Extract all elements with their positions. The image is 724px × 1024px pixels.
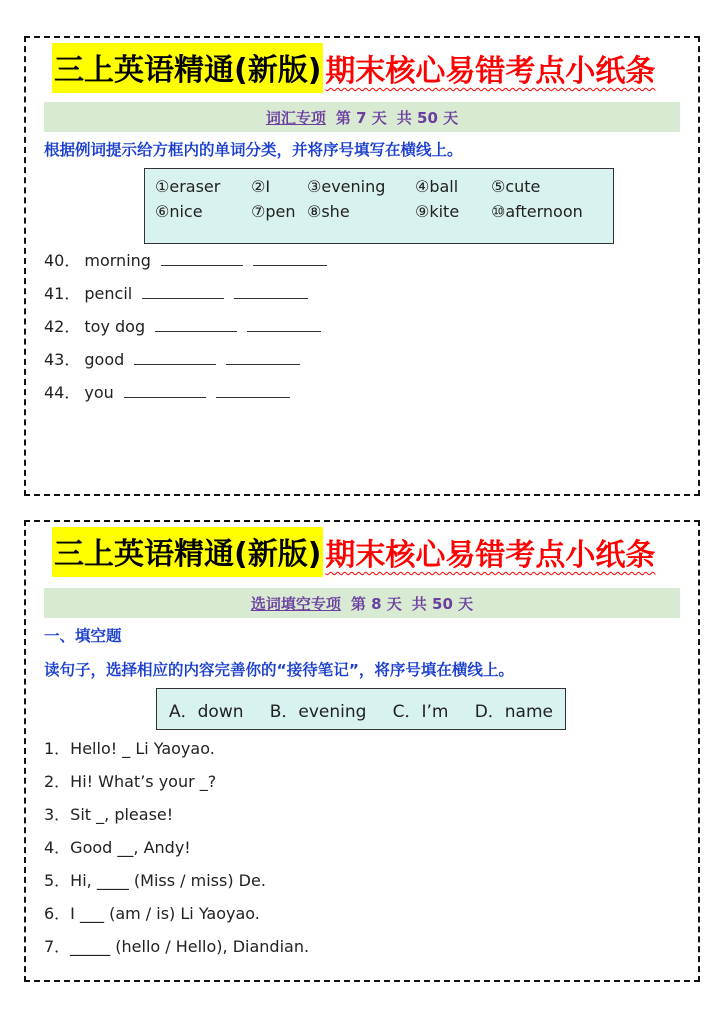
- question-number: 42．: [44, 317, 81, 336]
- band-topic: 词汇专项: [265, 108, 326, 127]
- option-item: A．down: [169, 701, 244, 722]
- question-word: pencil: [84, 284, 133, 303]
- topic-band: [44, 102, 680, 132]
- title-red: 期末核心易错考点小纸条: [325, 54, 656, 89]
- word-bank-item: ⑤cute: [491, 177, 541, 196]
- band-total: 共 50 天: [411, 594, 474, 613]
- word-bank-item: ④ball: [415, 177, 459, 196]
- word-bank-item: ①eraser: [155, 177, 221, 196]
- word-bank-item: ⑥nice: [155, 202, 203, 221]
- word-bank-item: ⑦pen: [251, 202, 296, 221]
- word-bank-item: ⑩afternoon: [491, 202, 583, 221]
- answer-blank[interactable]: [134, 350, 216, 365]
- answer-blank[interactable]: [247, 317, 321, 332]
- band-day: 第 7 天: [335, 108, 387, 127]
- question-row: [44, 380, 290, 403]
- option-list: [157, 689, 565, 729]
- option-item: B．evening: [269, 701, 367, 722]
- word-bank-item: ②I: [251, 177, 271, 196]
- question-row: [44, 347, 300, 370]
- option-item: D．name: [474, 701, 553, 722]
- word-bank: [144, 168, 614, 244]
- band-topic: 选词填空专项: [250, 594, 341, 613]
- question-word: good: [84, 350, 125, 369]
- sentence-row: 7．_____ (hello / Hello), Diandian.: [44, 937, 310, 956]
- word-bank-item: ⑧she: [307, 202, 350, 221]
- sentence-row: 2．Hi! What’s your _?: [44, 772, 217, 791]
- worksheet-card-vocabulary: [24, 36, 700, 496]
- sentence-row: 6．I ___ (am / is) Li Yaoyao.: [44, 904, 260, 923]
- question-word: you: [84, 383, 114, 402]
- sentence-row: 5．Hi, ____ (Miss / miss) De.: [44, 871, 266, 890]
- sentence-row: 3．Sit _, please!: [44, 805, 174, 824]
- answer-blank[interactable]: [216, 383, 290, 398]
- answer-blank[interactable]: [161, 251, 243, 266]
- answer-blank[interactable]: [124, 383, 206, 398]
- word-bank-item: ③evening: [307, 177, 386, 196]
- question-row: [44, 248, 327, 271]
- answer-blank[interactable]: [253, 251, 327, 266]
- answer-blank[interactable]: [226, 350, 300, 365]
- option-box: [156, 688, 566, 730]
- sentence-row: 1．Hello! _ Li Yaoyao.: [44, 739, 215, 758]
- question-number: 41．: [44, 284, 81, 303]
- title-red: 期末核心易错考点小纸条: [325, 538, 656, 573]
- answer-blank[interactable]: [234, 284, 308, 299]
- band-day: 第 8 天: [350, 594, 402, 613]
- instruction: 读句子，选择相应的内容完善你的“接待笔记”，将序号填在横线上。: [44, 661, 514, 679]
- section-heading: 一、填空题: [44, 627, 122, 645]
- sentence-row: 4．Good __, Andy!: [44, 838, 191, 857]
- question-row: [44, 314, 321, 337]
- answer-blank[interactable]: [142, 284, 224, 299]
- question-word: morning: [84, 251, 151, 270]
- word-bank-item: ⑨kite: [415, 202, 460, 221]
- topic-band: [44, 588, 680, 618]
- card-title: [52, 530, 655, 574]
- answer-blank[interactable]: [155, 317, 237, 332]
- title-highlight: 三上英语精通(新版): [52, 43, 323, 93]
- word-bank-grid: [145, 169, 613, 227]
- card-title: [52, 46, 655, 90]
- band-total: 共 50 天: [396, 108, 459, 127]
- question-number: 40．: [44, 251, 81, 270]
- worksheet-card-fill-blank: [24, 520, 700, 982]
- question-number: 43．: [44, 350, 81, 369]
- instruction: 根据例词提示给方框内的单词分类，并将序号填写在横线上。: [44, 141, 463, 159]
- title-highlight: 三上英语精通(新版): [52, 527, 323, 577]
- question-word: toy dog: [84, 317, 146, 336]
- question-number: 44．: [44, 383, 81, 402]
- question-row: [44, 281, 308, 304]
- option-item: C．I’m: [392, 701, 449, 722]
